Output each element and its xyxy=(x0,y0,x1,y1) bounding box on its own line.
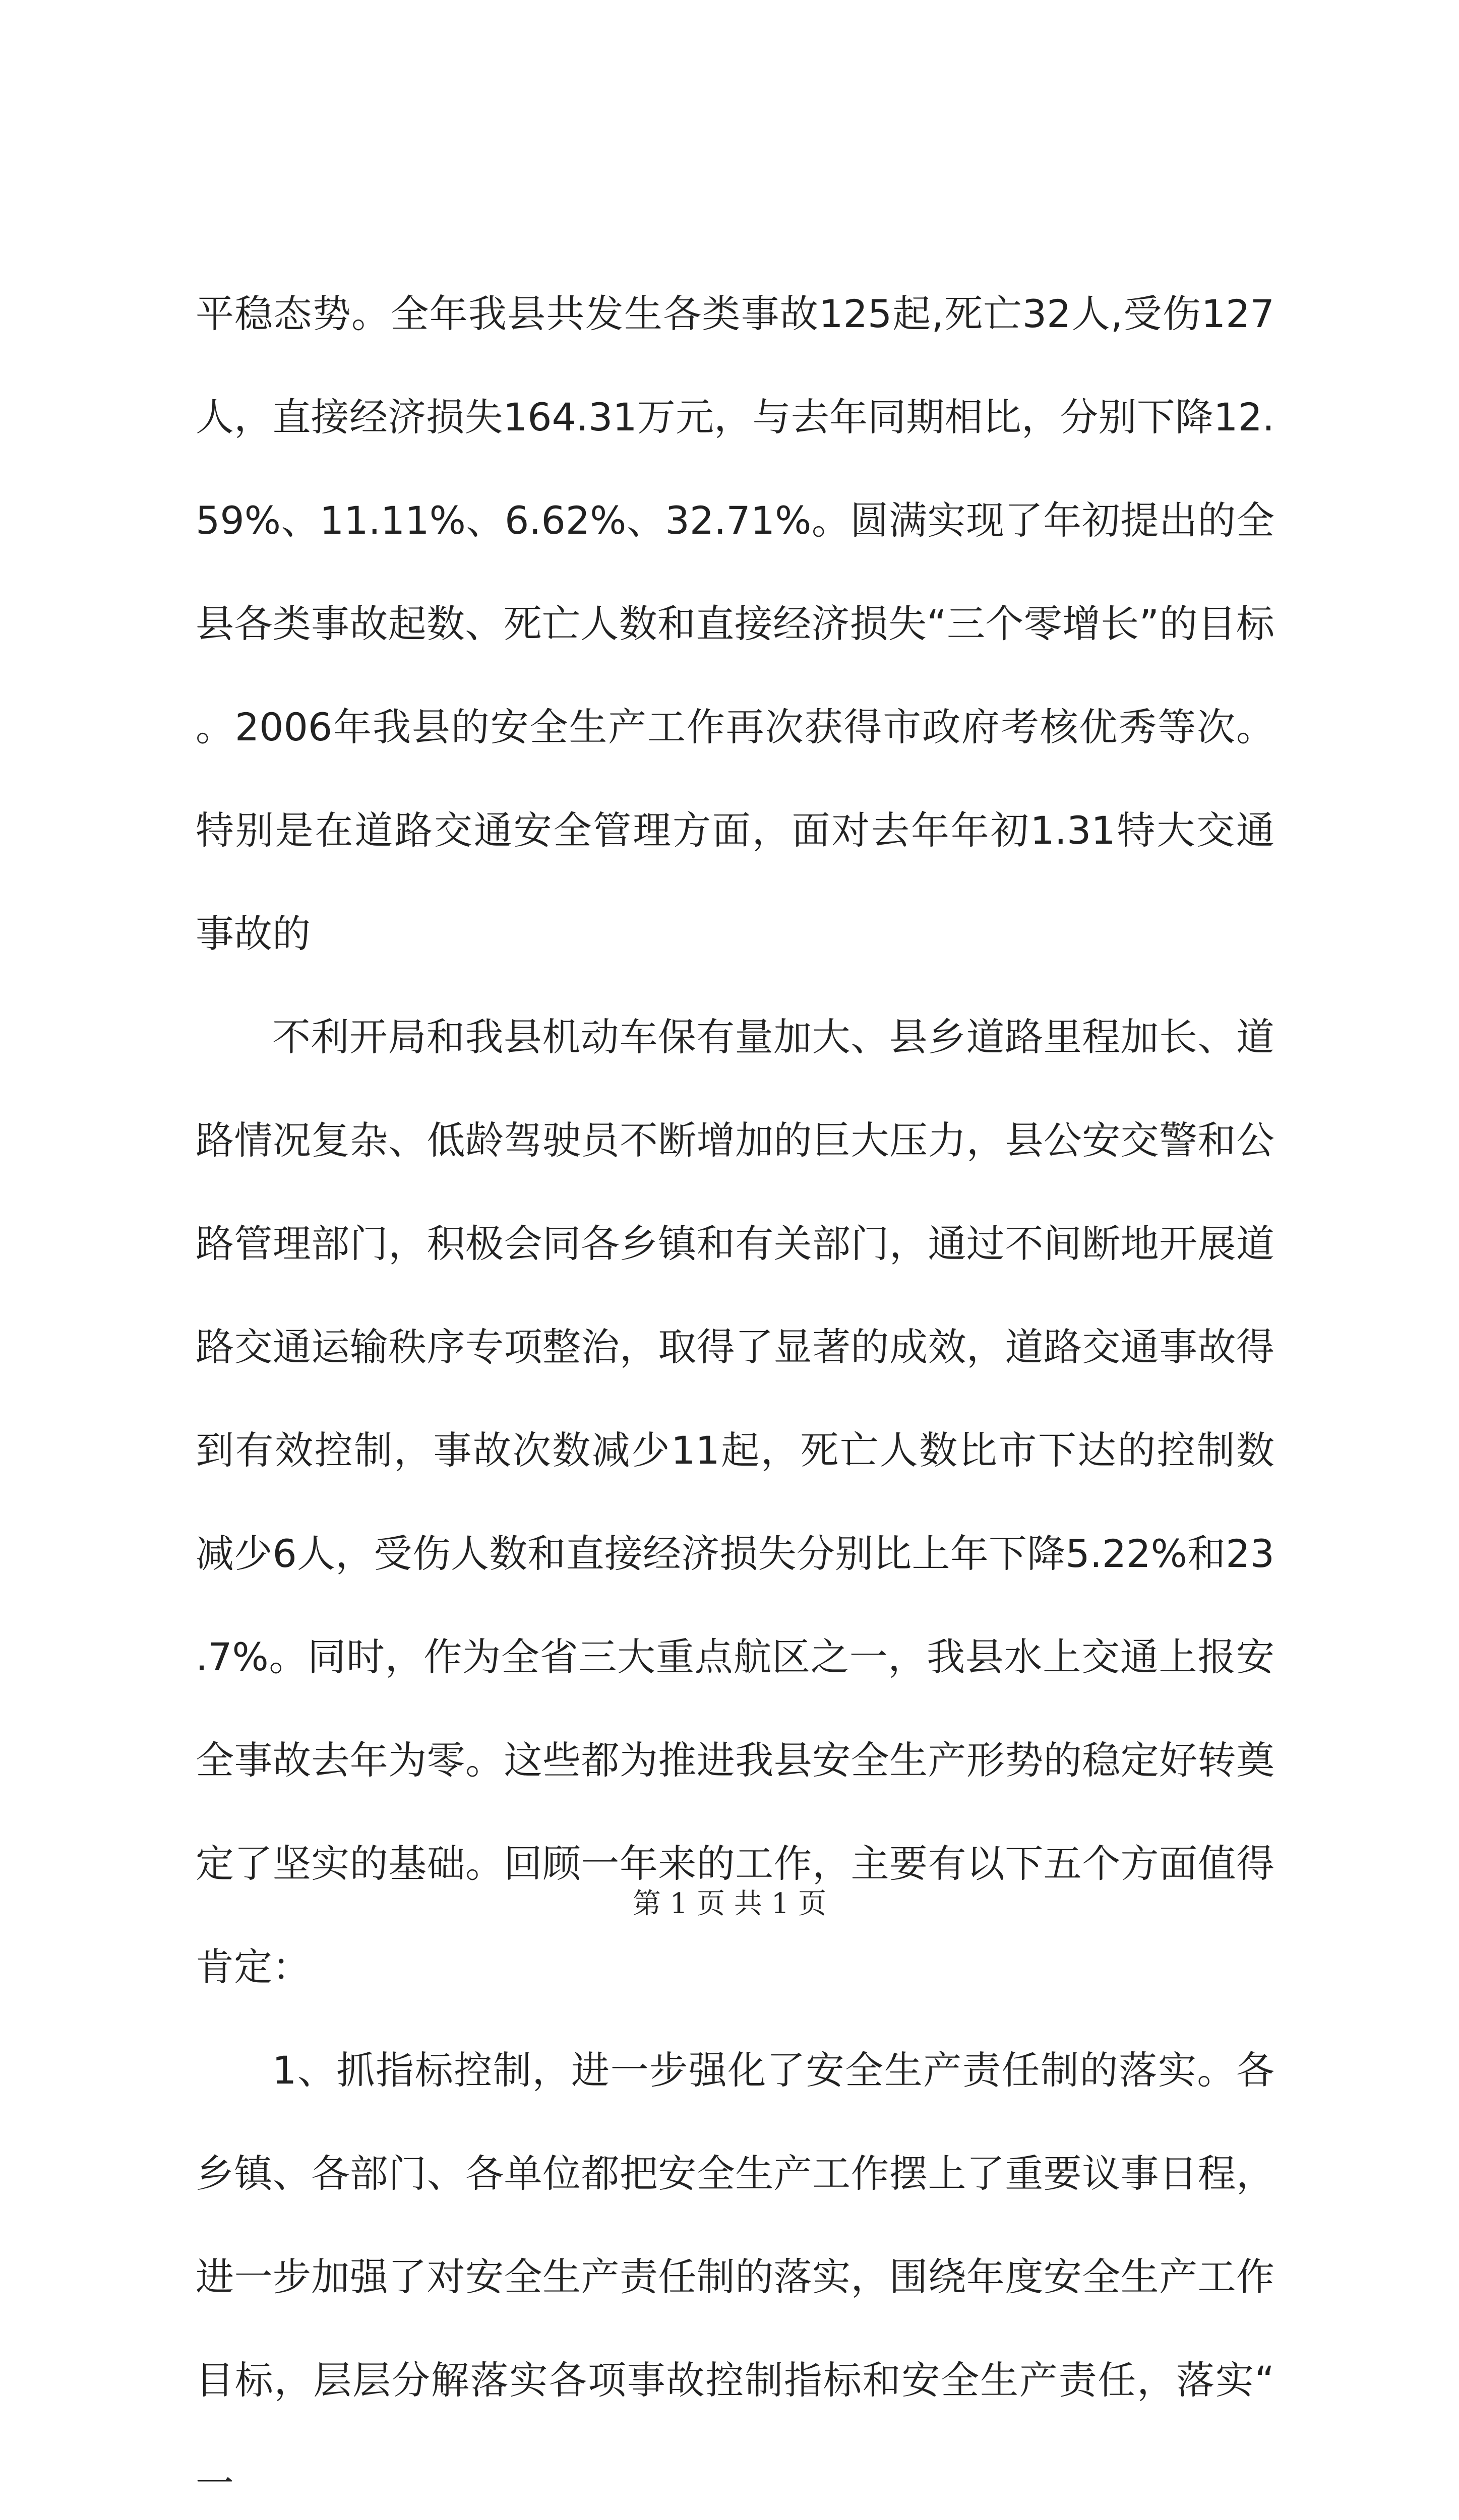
paragraph-3: 1、抓指标控制，进一步强化了安全生产责任制的落实。各乡镇、各部门、各单位都把安全生产工作摆上了重要议事日程，进一步加强了对安全生产责任制的落实，围绕年度安全生产工作目标，层层分解落实各项事故控制指标和安全生产责任，落实“一 xyxy=(196,2048,1274,2506)
paragraph-1: 平稳态势。全年我县共发生各类事故125起,死亡32人,受伤127人，直接经济损失164.31万元，与去年同期相比，分别下降12.59%、11.11%、6.62%、32.71%。圆满实现了年初提出的全县各类事故起数、死亡人数和直接经济损失“三个零增长”的目标。2006年我县的安全生产工作再次获得市政府考核优秀等次。特别是在道路交通安全管理方面，面对去年年初1.31特大交通事故的 xyxy=(196,291,1274,956)
paragraph-2: 不利开局和我县机动车保有量加大、县乡道路里程加长、道路情况复杂、低龄驾驶员不断增加的巨大压力，县公安交警和公路管理部门，积极会同各乡镇和有关部门，通过不间断地开展道路交通运输秩序专项整治，取得了显著的成效，道路交通事故得到有效控制，事故次数减少11起，死亡人数比市下达的控制数减少6人，受伤人数和直接经济损失分别比上年下降5.22%和23.7%。同时，作为全省三大重点航区之一，我县水上交通上报安全事故去年为零。这些都为推进我县安全生产形势的稳定好转奠定了坚实的基础。回顾一年来的工作，主要有以下五个方面值得肯定： xyxy=(196,1015,1274,1989)
document-body xyxy=(196,262,1274,2520)
page-footer: 第 1 页 共 1 页 xyxy=(632,1887,827,1920)
